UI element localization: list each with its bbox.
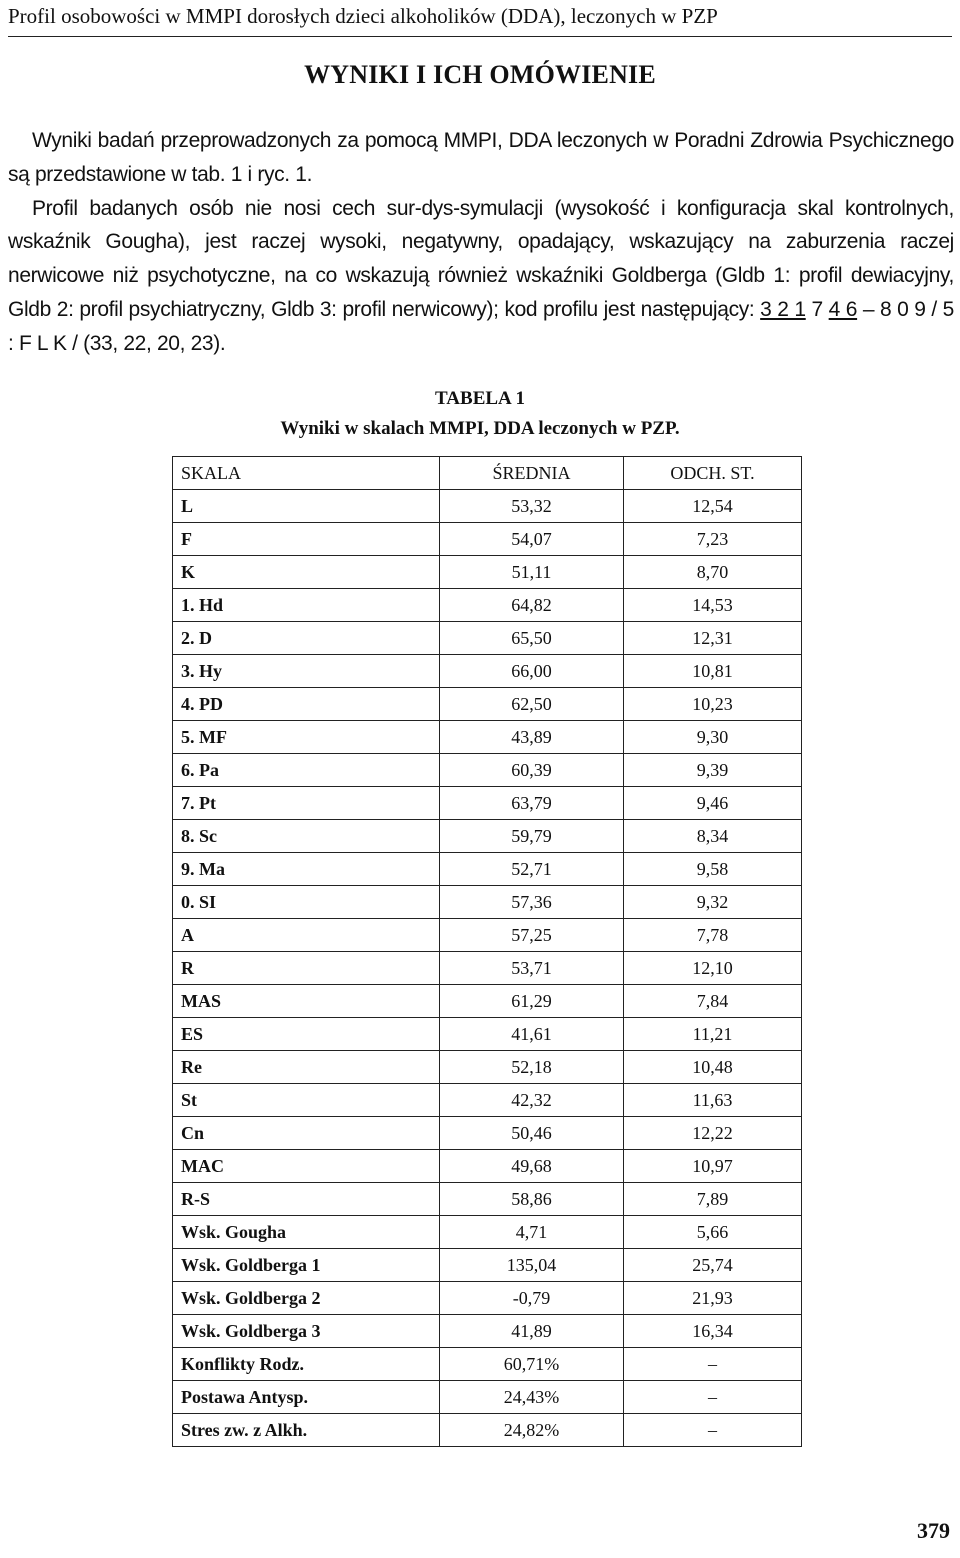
cell-odch-st: 10,48	[624, 1051, 802, 1084]
cell-odch-st: 9,46	[624, 787, 802, 820]
table-row	[173, 589, 802, 622]
paragraph-1: Wyniki badań przeprowadzonych za pomocą MMPI, DDA leczonych w Poradni Zdrowia Psychicznego są przedstawione w tab. 1 i ryc. 1.	[8, 129, 954, 186]
cell-skala: Postawa Antysp.	[173, 1381, 440, 1414]
cell-srednia: 50,46	[440, 1117, 624, 1150]
cell-srednia: 54,07	[440, 523, 624, 556]
table-row	[173, 490, 802, 523]
cell-srednia: 58,86	[440, 1183, 624, 1216]
table-row	[173, 655, 802, 688]
table-row	[173, 1381, 802, 1414]
cell-srednia: 57,25	[440, 919, 624, 952]
cell-odch-st: 8,70	[624, 556, 802, 589]
cell-srednia: 60,39	[440, 754, 624, 787]
table-row	[173, 952, 802, 985]
table-subtitle: Wyniki w skalach MMPI, DDA leczonych w PZP.	[280, 418, 680, 439]
table-row	[173, 853, 802, 886]
cell-odch-st: 21,93	[624, 1282, 802, 1315]
cell-odch-st: –	[624, 1414, 802, 1447]
table-row	[173, 1348, 802, 1381]
table-row	[173, 919, 802, 952]
cell-skala: 5. MF	[173, 721, 440, 754]
cell-skala: 2. D	[173, 622, 440, 655]
cell-srednia: 62,50	[440, 688, 624, 721]
cell-srednia: 24,43%	[440, 1381, 624, 1414]
profile-code-part-3: 4 6	[828, 297, 858, 321]
cell-skala: 0. SI	[173, 886, 440, 919]
cell-odch-st: 8,34	[624, 820, 802, 853]
cell-srednia: 53,32	[440, 490, 624, 523]
cell-odch-st: 14,53	[624, 589, 802, 622]
header-srednia: ŚREDNIA	[440, 457, 624, 490]
cell-skala: 1. Hd	[173, 589, 440, 622]
cell-srednia: 65,50	[440, 622, 624, 655]
table-row	[173, 1414, 802, 1447]
cell-skala: Konflikty Rodz.	[173, 1348, 440, 1381]
table-row	[173, 1150, 802, 1183]
header-skala: SKALA	[173, 457, 440, 490]
cell-srednia: 41,89	[440, 1315, 624, 1348]
table-row	[173, 622, 802, 655]
table-row	[173, 688, 802, 721]
cell-srednia: 49,68	[440, 1150, 624, 1183]
cell-srednia: 60,71%	[440, 1348, 624, 1381]
paragraph-2	[8, 192, 954, 361]
cell-skala: R	[173, 952, 440, 985]
cell-skala: K	[173, 556, 440, 589]
cell-skala: Re	[173, 1051, 440, 1084]
cell-odch-st: –	[624, 1348, 802, 1381]
cell-srednia: 59,79	[440, 820, 624, 853]
profile-code-part-1: 3 2 1	[760, 297, 806, 321]
cell-odch-st: 7,84	[624, 985, 802, 1018]
cell-srednia: 61,29	[440, 985, 624, 1018]
table-row	[173, 523, 802, 556]
cell-skala: F	[173, 523, 440, 556]
cell-odch-st: 12,22	[624, 1117, 802, 1150]
cell-srednia: 41,61	[440, 1018, 624, 1051]
table-row	[173, 1051, 802, 1084]
paragraph-2-main: Profil badanych osób nie nosi cech sur-dys-symulacji (wysokość i konfiguracja skal kontrolnych, wskaźnik Gougha), jest raczej wysoki, negatywny, opadający, wskazujący na zaburzenia raczej nerwicowe niż psychotyczne, na co wskazują również wskaźniki Goldberga (Gldb 1: profil dewiacyjny, Gldb 2: profil psychiatryczny, Gldb 3: profil nerwicowy); kod profilu jest następujący:	[8, 196, 954, 321]
cell-srednia: 135,04	[440, 1249, 624, 1282]
table-body	[173, 490, 802, 1447]
cell-odch-st: 12,54	[624, 490, 802, 523]
cell-srednia: 42,32	[440, 1084, 624, 1117]
cell-srednia: 64,82	[440, 589, 624, 622]
cell-odch-st: 7,23	[624, 523, 802, 556]
header-odch-st: ODCH. ST.	[624, 457, 802, 490]
cell-odch-st: 5,66	[624, 1216, 802, 1249]
cell-odch-st: 11,63	[624, 1084, 802, 1117]
table-title: TABELA 1	[435, 388, 525, 409]
cell-srednia: 4,71	[440, 1216, 624, 1249]
cell-srednia: 24,82%	[440, 1414, 624, 1447]
cell-srednia: 43,89	[440, 721, 624, 754]
cell-skala: 4. PD	[173, 688, 440, 721]
cell-skala: 3. Hy	[173, 655, 440, 688]
table-row	[173, 1249, 802, 1282]
cell-odch-st: 25,74	[624, 1249, 802, 1282]
cell-srednia: 66,00	[440, 655, 624, 688]
cell-odch-st: –	[624, 1381, 802, 1414]
cell-odch-st: 9,58	[624, 853, 802, 886]
table-row	[173, 1117, 802, 1150]
table-row	[173, 754, 802, 787]
cell-skala: 7. Pt	[173, 787, 440, 820]
cell-odch-st: 9,39	[624, 754, 802, 787]
table-row	[173, 721, 802, 754]
cell-skala: Wsk. Goldberga 1	[173, 1249, 440, 1282]
cell-srednia: 52,71	[440, 853, 624, 886]
table-row	[173, 820, 802, 853]
table-row	[173, 1084, 802, 1117]
cell-odch-st: 10,97	[624, 1150, 802, 1183]
cell-srednia: 57,36	[440, 886, 624, 919]
cell-odch-st: 12,31	[624, 622, 802, 655]
cell-skala: 6. Pa	[173, 754, 440, 787]
table-row	[173, 1018, 802, 1051]
cell-skala: 9. Ma	[173, 853, 440, 886]
running-header: Profil osobowości w MMPI dorosłych dzieci alkoholików (DDA), leczonych w PZP	[8, 0, 952, 37]
cell-odch-st: 10,81	[624, 655, 802, 688]
table-row	[173, 1183, 802, 1216]
cell-srednia: 53,71	[440, 952, 624, 985]
cell-odch-st: 7,78	[624, 919, 802, 952]
cell-skala: ES	[173, 1018, 440, 1051]
table-header-row	[173, 457, 802, 490]
cell-srednia: -0,79	[440, 1282, 624, 1315]
cell-srednia: 51,11	[440, 556, 624, 589]
cell-odch-st: 16,34	[624, 1315, 802, 1348]
table-row	[173, 886, 802, 919]
page-number: 379	[917, 1518, 950, 1543]
cell-skala: Cn	[173, 1117, 440, 1150]
cell-odch-st: 11,21	[624, 1018, 802, 1051]
cell-odch-st: 10,23	[624, 688, 802, 721]
cell-odch-st: 9,30	[624, 721, 802, 754]
cell-skala: R-S	[173, 1183, 440, 1216]
cell-srednia: 52,18	[440, 1051, 624, 1084]
profile-code-part-4: – 8 0 9 / 5 : F L K / (33, 22, 20, 23).	[8, 297, 954, 355]
table-row	[173, 985, 802, 1018]
body-text	[8, 124, 954, 361]
table-row	[173, 1315, 802, 1348]
cell-odch-st: 9,32	[624, 886, 802, 919]
cell-skala: 8. Sc	[173, 820, 440, 853]
table-row	[173, 1282, 802, 1315]
cell-skala: MAC	[173, 1150, 440, 1183]
cell-odch-st: 7,89	[624, 1183, 802, 1216]
cell-skala: Wsk. Goldberga 3	[173, 1315, 440, 1348]
cell-skala: L	[173, 490, 440, 523]
cell-odch-st: 12,10	[624, 952, 802, 985]
results-table	[172, 456, 802, 1447]
cell-skala: MAS	[173, 985, 440, 1018]
cell-skala: A	[173, 919, 440, 952]
profile-code-part-2: 7	[805, 297, 829, 321]
table-row	[173, 787, 802, 820]
cell-srednia: 63,79	[440, 787, 624, 820]
section-title: WYNIKI I ICH OMÓWIENIE	[304, 60, 656, 89]
table-row	[173, 1216, 802, 1249]
cell-skala: Wsk. Goldberga 2	[173, 1282, 440, 1315]
cell-skala: St	[173, 1084, 440, 1117]
cell-skala: Wsk. Gougha	[173, 1216, 440, 1249]
table-row	[173, 556, 802, 589]
cell-skala: Stres zw. z Alkh.	[173, 1414, 440, 1447]
